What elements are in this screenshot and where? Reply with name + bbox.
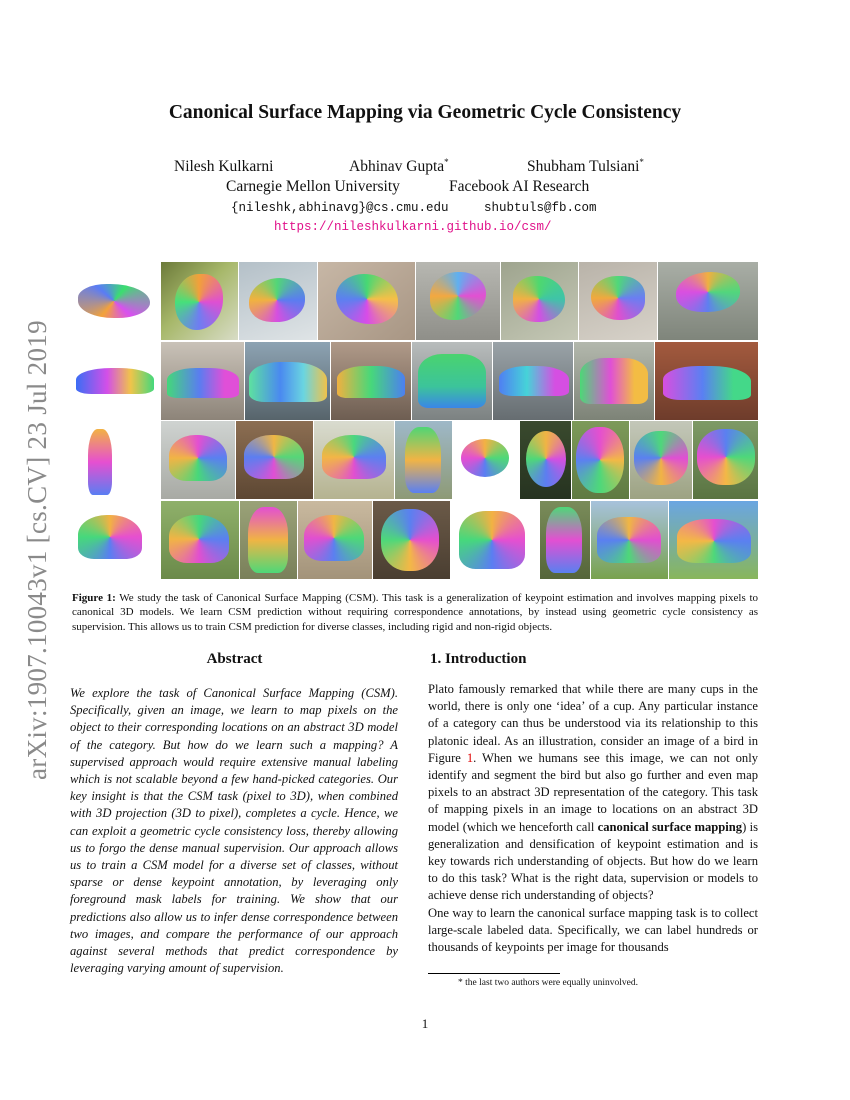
horse-photo (314, 421, 394, 499)
figure-row-zebra-cow (72, 501, 758, 579)
abstract-heading: Abstract (206, 651, 263, 667)
cow-photo (591, 501, 668, 579)
car-photo (412, 342, 492, 420)
car-photo (331, 342, 411, 420)
canonical-horse-model (72, 421, 160, 499)
zebra-photo (298, 501, 372, 579)
bird-photo (501, 262, 578, 340)
car-photo (161, 342, 244, 420)
bird-photo (161, 262, 238, 340)
cow-photo (669, 501, 758, 579)
sheep-photo (520, 421, 571, 499)
affiliation-fair: Facebook AI Research (449, 178, 590, 195)
introduction-body (428, 681, 758, 956)
sheep-photo (693, 421, 758, 499)
figure-1-caption: Figure 1: We study the task of Canonical Surface Mapping (CSM). This task is a generalization of keypoint estimation and involves mapping pixels to canonical 3D models. We learn CSM prediction without requiring correspondence annotations, by instead using geometric cycle consistency as supervision. This allows us to train CSM prediction for diverse classes, including rigid and non-rigid objects. (72, 592, 759, 633)
car-photo (245, 342, 330, 420)
canonical-zebra-model (72, 501, 160, 579)
car-photo (493, 342, 573, 420)
bird-photo (658, 262, 758, 340)
zebra-photo (373, 501, 450, 579)
author-2: Abhinav Gupta* (349, 156, 449, 175)
car-photo (574, 342, 654, 420)
canonical-cow-model (451, 501, 539, 579)
intro-paragraph-1: Plato famously remarked that while there are many cups in the world, there is only one ‘idea’ of a cup. Any particular instance of a category can thus be understood via its relationship to this platonic ideal. As an illustration, consider an image of a bird in Figure 1. When we humans see this image, we can not only identify and segment the bird but also go further and even map pixels to an abstract 3D representation of the category. This task of mapping pixels in an image to locations on an abstract 3D model (which we henceforth call canonical surface mapping) is generalization and densification of keypoint estimation and is key towards rich understanding of objects. But how do we learn to do this task? What is the right data, supervision or models to achieve dense rich understanding of objects? (428, 682, 758, 903)
horse-photo (236, 421, 313, 499)
figure-row-horse-sheep (72, 421, 758, 499)
introduction-heading: 1. Introduction (430, 651, 527, 667)
author-1: Nilesh Kulkarni (174, 158, 274, 175)
author-3: Shubham Tulsiani* (527, 156, 644, 175)
figure-1-reference-link[interactable]: 1 (466, 750, 474, 765)
abstract-text: We explore the task of Canonical Surface Mapping (CSM). Specifically, given an image, we learn to map pixels on the object to their corresponding locations on an abstract 3D model of the category. But how do we learn such a mapping? A supervised approach would require extensive manual labeling which is not scalable beyond a few hand-picked categories. Our key insight is that the CSM task (pixel to 3D), when combined with 3D projection (3D to pixel), completes a cycle. Hence, we can exploit a geometric cycle consistency loss, thereby allowing us to forgo the dense manual supervision. Our approach allows us to train a CSM model for a diverse set of classes, without sparse or dense keypoint annotation, by leveraging only foreground mask labels for training. We show that our predictions also allow us to infer dense correspondence between two images, and compare the performance of our approach against several methods that predict correspondence by leveraging varying amount of supervision. (70, 686, 398, 976)
page-number: 1 (421, 1016, 429, 1031)
arxiv-identifier: arXiv:1907.10043v1 [cs.CV] 23 Jul 2019 (22, 320, 52, 780)
project-url-link[interactable]: https://nileshkulkarni.github.io/csm/ (274, 220, 552, 234)
horse-photo (395, 421, 452, 499)
zebra-photo (161, 501, 239, 579)
email-cmu: {nileshk,abhinavg}@cs.cmu.edu (231, 201, 449, 215)
canonical-car-model (72, 342, 160, 420)
footnote-rule (428, 973, 560, 974)
canonical-bird-model (72, 262, 160, 340)
footnote: * the last two authors were equally uninvolved. (458, 978, 638, 988)
car-photo (655, 342, 758, 420)
canonical-sheep-model (453, 421, 519, 499)
bird-photo (318, 262, 415, 340)
sheep-photo (572, 421, 629, 499)
affiliation-cmu: Carnegie Mellon University (226, 178, 400, 195)
zebra-photo (240, 501, 297, 579)
intro-paragraph-2: One way to learn the canonical surface mapping task is to collect large-scale labeled data. Specifically, we can label hundreds or thousands of keypoints per image for thousands (428, 905, 758, 955)
sheep-photo (630, 421, 692, 499)
cow-photo (540, 501, 590, 579)
bird-photo (416, 262, 500, 340)
bird-photo (239, 262, 317, 340)
paper-title: Canonical Surface Mapping via Geometric Cycle Consistency (168, 102, 682, 123)
figure-row-car (72, 342, 758, 420)
horse-photo (161, 421, 235, 499)
figure-row-bird (72, 262, 758, 340)
bird-photo (579, 262, 657, 340)
email-fb: shubtuls@fb.com (484, 201, 597, 215)
